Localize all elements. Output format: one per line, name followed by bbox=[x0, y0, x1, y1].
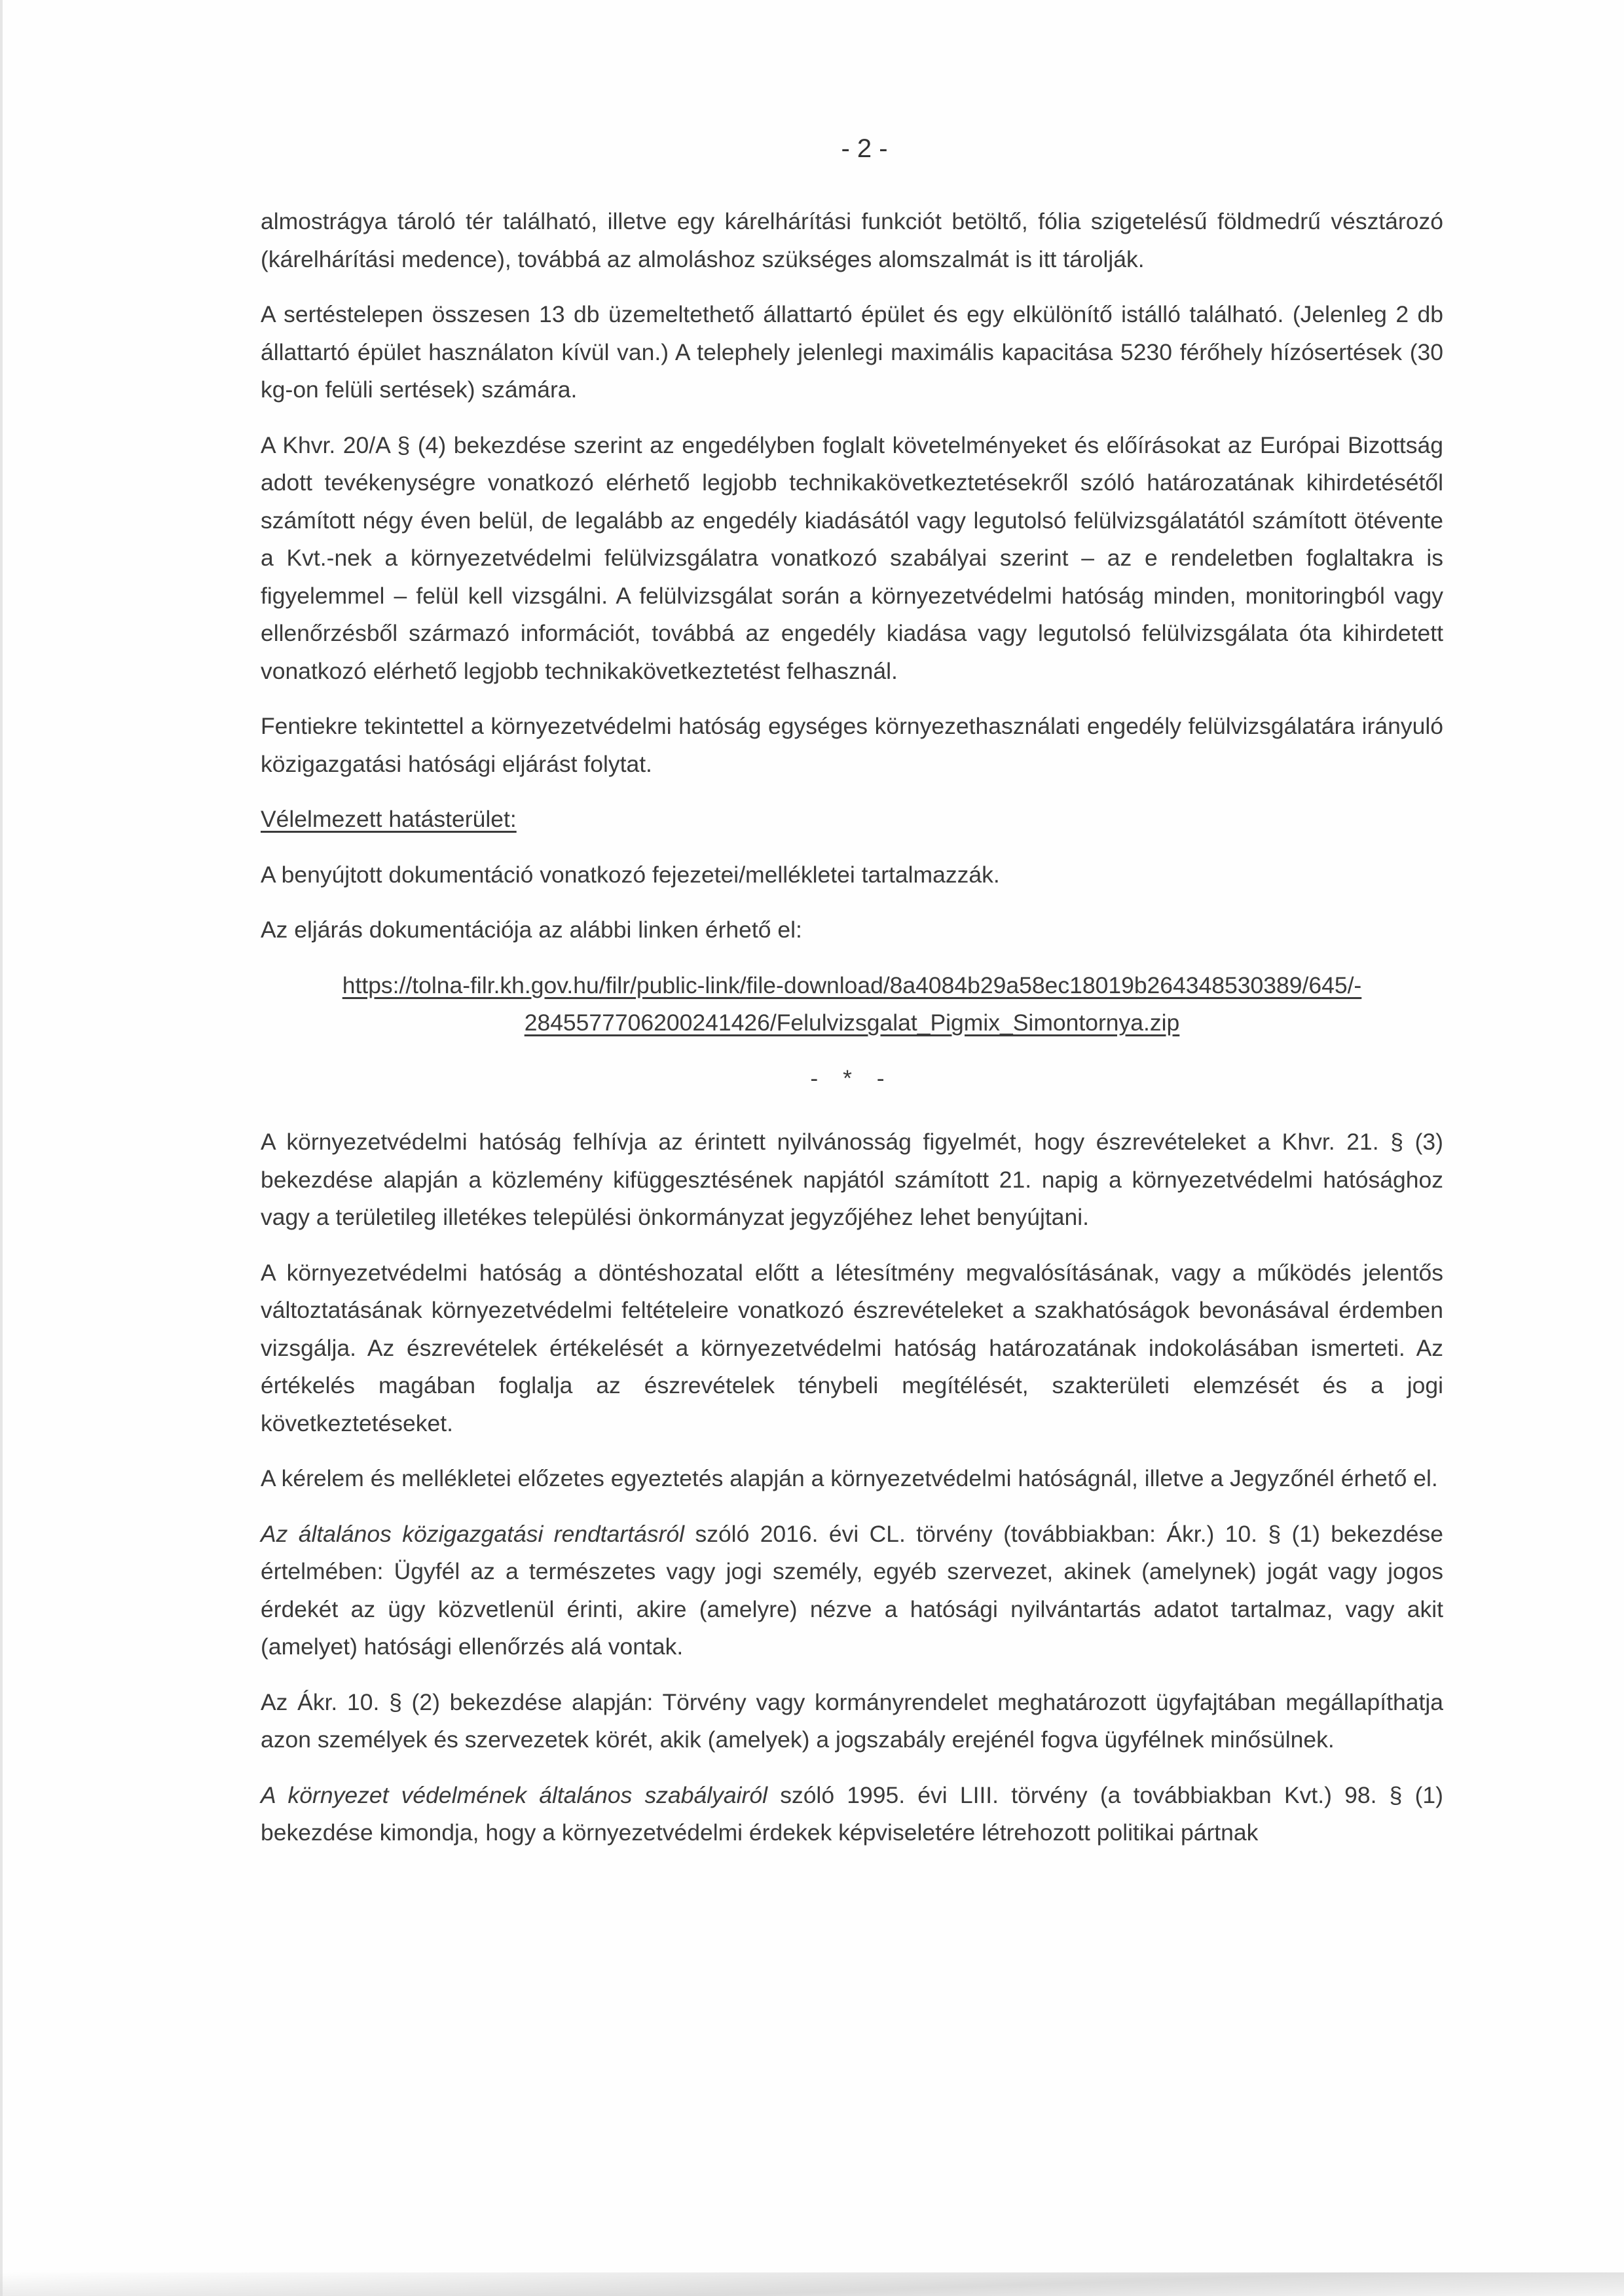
section-separator: - * - bbox=[810, 1065, 894, 1091]
paragraph-storage-description: almostrágya tároló tér található, illetve egy kárelhárítási funkciót betöltő, fólia szigetelésű földmedrű vésztározó (kárelhárítási medence), továbbá az almoláshoz szükséges alomszalmát is itt tárolják. bbox=[261, 208, 1443, 272]
scan-edge-bottom bbox=[0, 2272, 1624, 2296]
law-title-kvt: A környezet védelmének általános szabályairól bbox=[261, 1781, 767, 1808]
paragraph-application-availability: A kérelem és mellékletei előzetes egyeztetés alapján a környezetvédelmi hatóságnál, illetve a Jegyzőnél érhető el. bbox=[261, 1465, 1438, 1491]
document-body bbox=[261, 203, 1443, 1870]
paragraph-public-notice: A környezetvédelmi hatóság felhívja az érintett nyilvánosság figyelmét, hogy észrevételeket a Khvr. 21. § (3) bekezdése alapján a közlemény kifüggesztésének napjától számított 21. napig a környezetvédelmi hatósághoz vagy a területileg illetékes települési önkormányzat jegyzőjéhez lehet benyújtani. bbox=[261, 1129, 1443, 1230]
paragraph-procedure-statement: Fentiekre tekintettel a környezetvédelmi hatóság egységes környezethasználati engedély felülvizsgálatára irányuló közigazgatási hatósági eljárást folytat. bbox=[261, 713, 1443, 777]
paragraph-kvt-98 bbox=[261, 1777, 1443, 1852]
heading-impact-area: Vélelmezett hatásterület: bbox=[261, 806, 517, 832]
paragraph-site-capacity: A sertéstelepen összesen 13 db üzemeltethető állattartó épület és egy elkülönítő istálló található. (Jelenleg 2 db állattartó épület használaton kívül van.) A telephely jelenlegi maximális kapacitása 5230 férőhely hízósertések (30 kg-on felüli sertések) számára. bbox=[261, 301, 1443, 403]
paragraph-documentation-contents: A benyújtott dokumentáció vonatkozó fejezetei/mellékletei tartalmazzák. bbox=[261, 861, 1000, 888]
documentation-link-block bbox=[261, 967, 1443, 1042]
paragraph-khvr-20a: A Khvr. 20/A § (4) bekezdése szerint az engedélyben foglalt követelményeket és előírásokat az Európai Bizottság adott tevékenységre vonatkozó elérhető legjobb technikakövetkeztetésekről szóló határozatának kihirdetésétől számított négy éven belül, de legalább az engedély kiadásától vagy legutolsó felülvizsgálatától számított ötévente a Kvt.-nek a környezetvédelmi felülvizsgálatra vonatkozó szabályai szerint – az e rendeletben foglaltakra is figyelemmel – felül kell vizsgálni. A felülvizsgálat során a környezetvédelmi hatóság minden, monitoringból vagy ellenőrzésből származó információt, továbbá az engedély kiadása vagy legutolsó felülvizsgálata óta kihirdetett vonatkozó elérhető legjobb technikakövetkeztetést felhasznál. bbox=[261, 431, 1443, 684]
paragraph-akr-10-1 bbox=[261, 1516, 1443, 1666]
paragraph-link-intro: Az eljárás dokumentációja az alábbi linken érhető el: bbox=[261, 917, 802, 943]
documentation-download-link[interactable] bbox=[342, 972, 1362, 1036]
link-line-1[interactable]: https://tolna-filr.kh.gov.hu/filr/public-link/file-download/8a4084b29a58ec18019b264348530389/645/- bbox=[342, 972, 1362, 998]
paragraph-comments-evaluation: A környezetvédelmi hatóság a döntéshozatal előtt a létesítmény megvalósításának, vagy a működés jelentős változtatásának környezetvédelmi feltételeire vonatkozó észrevételeket a szakhatóságok bevonásával érdemben vizsgálja. Az észrevételek értékelését a környezetvédelmi hatóság határozatának indokolásában ismerteti. Az értékelés magában foglalja az észrevételek ténybeli megítélését, szakterületi elemzését és a jogi következtetéseket. bbox=[261, 1259, 1443, 1436]
paragraph-akr-10-1-text: szóló 2016. évi CL. törvény (továbbiakban: Ákr.) 10. § (1) bekezdése értelmében: Ügyfél az a természetes vagy jogi személy, egyéb szervezet, akinek (amelynek) jogát vagy jogos érdekét az ügy közvetlenül érinti, akire (amelyre) nézve a hatósági nyilvántartás adatot tartalmaz, vagy akit (amelyet) hatósági ellenőrzés alá vontak. bbox=[261, 1520, 1444, 1660]
law-title-akr: Az általános közigazgatási rendtartásról bbox=[261, 1520, 685, 1547]
page-number: - 2 - bbox=[841, 134, 888, 163]
paragraph-kvt-98-text: szóló 1995. évi LIII. törvény (a továbbiakban Kvt.) 98. § (1) bekezdése kimondja, hogy a környezetvédelmi érdekek képviseletére létrehozott politikai pártnak bbox=[261, 1781, 1443, 1846]
scan-edge-left bbox=[0, 0, 3, 2296]
link-line-2[interactable]: 2845577706200241426/Felulvizsgalat_Pigmix_Simontornya.zip bbox=[524, 1010, 1180, 1036]
paragraph-akr-10-2: Az Ákr. 10. § (2) bekezdése alapján: Törvény vagy kormányrendelet meghatározott ügyfajtában megállapíthatja azon személyek és szervezetek körét, akik (amelyek) a jogszabály erejénél fogva ügyfélnek minősülnek. bbox=[261, 1688, 1443, 1753]
